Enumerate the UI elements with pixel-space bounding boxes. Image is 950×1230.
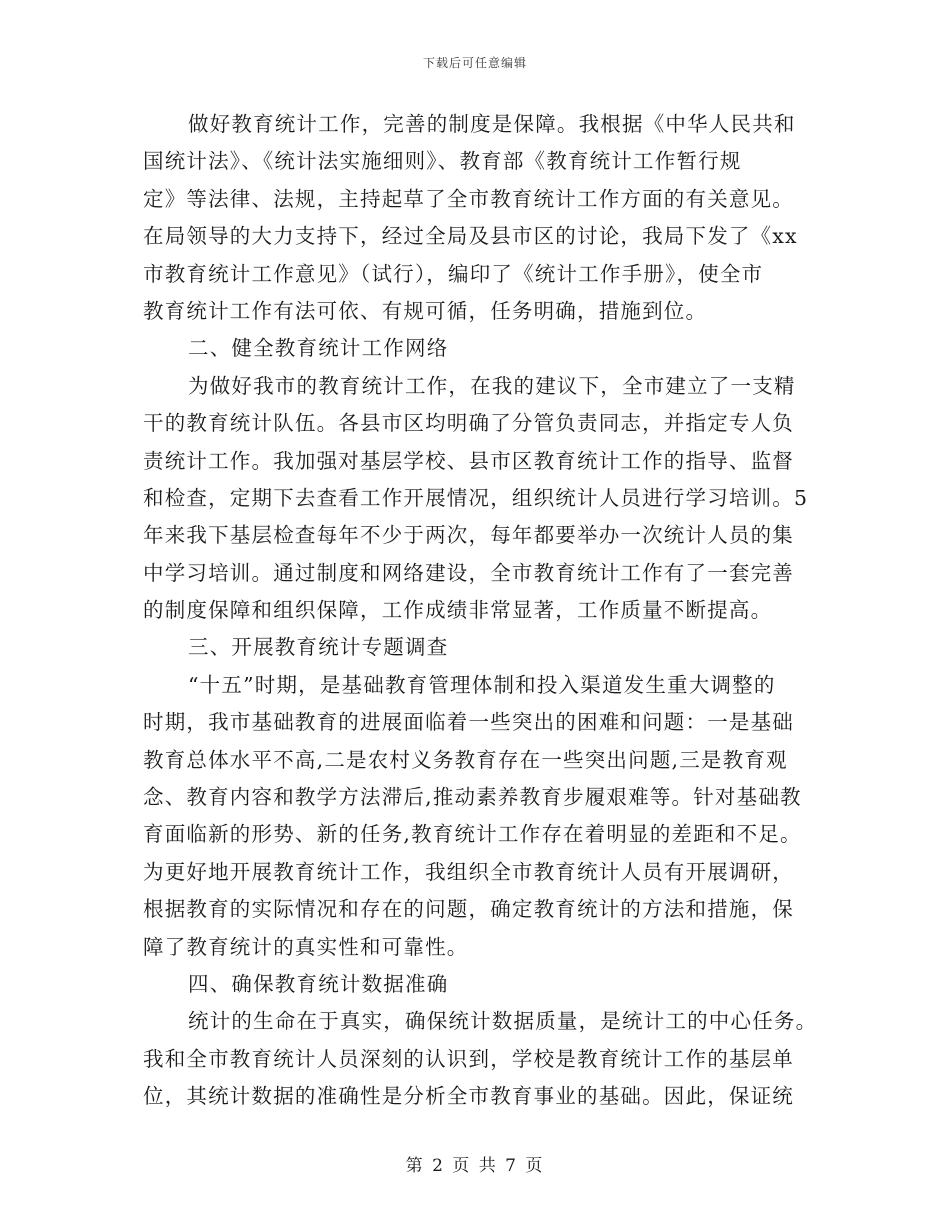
paragraph-line: 统计的生命在于真实，确保统计数据质量，是统计工的中心任务。 <box>188 1009 818 1034</box>
paragraph-line: 中学习培训。通过制度和网络建设，全市教育统计工作有了一套完善 <box>143 560 794 585</box>
paragraph-line: 教育统计工作有法可依、有规可循，任务明确，措施到位。 <box>143 298 708 323</box>
paragraph-line: 念、教育内容和教学方法滞后,推动素养教育步履艰难等。针对基础教 <box>143 785 802 810</box>
paragraph-line: 市教育统计工作意见》（试行），编印了《统计工作手册》，使全市 <box>143 261 764 286</box>
paragraph-line: 时期，我市基础教育的进展面临着一些突出的困难和问题：一是基础 <box>143 710 794 735</box>
paragraph-line: 在局领导的大力支持下，经过全局及县市区的讨论，我局下发了《xx <box>143 224 798 249</box>
header-note: 下载后可任意编辑 <box>422 56 527 70</box>
paragraph-line: 我和全市教育统计人员深刻的认识到，学校是教育统计工作的基层单 <box>143 1046 794 1071</box>
paragraph-line: 位，其统计数据的准确性是分析全市教育事业的基础。因此，保证统 <box>143 1084 794 1109</box>
paragraph-line: 的制度保障和组织保障，工作成绩非常显著，工作质量不断提高。 <box>143 598 773 623</box>
page-number: 第 2 页 共 7 页 <box>405 1156 545 1176</box>
section-heading: 四、确保教育统计数据准确 <box>188 971 449 996</box>
paragraph-line: 和检查，定期下去查看工作开展情况，组织统计人员进行学习培训。5 <box>143 485 809 510</box>
paragraph-line: 年来我下基层检查每年不少于两次，每年都要举办一次统计人员的集 <box>143 523 794 548</box>
paragraph-line: 定》等法律、法规，主持起草了全市教育统计工作方面的有关意见。 <box>143 186 794 211</box>
paragraph-line: 为更好地开展教育统计工作，我组织全市教育统计人员有开展调研， <box>143 859 794 884</box>
paragraph-line: 教育总体水平不高,二是农村义务教育存在一些突出问题,三是教育观 <box>143 747 788 772</box>
paragraph-line: 根据教育的实际情况和存在的问题，确定教育统计的方法和措施，保 <box>143 897 794 922</box>
body-text <box>143 106 819 1116</box>
paragraph-line: 干的教育统计队伍。各县市区均明确了分管负责同志，并指定专人负 <box>143 411 794 436</box>
paragraph-line: 育面临新的形势、新的任务,教育统计工作存在着明显的差距和不足。 <box>143 822 802 847</box>
paragraph-line: 障了教育统计的真实性和可靠性。 <box>143 934 469 959</box>
paragraph-line: 为做好我市的教育统计工作，在我的建议下，全市建立了一支精 <box>188 373 796 398</box>
paragraph-line: 责统计工作。我加强对基层学校、县市区教育统计工作的指导、监督 <box>143 448 794 473</box>
section-heading: 三、开展教育统计专题调查 <box>188 635 449 660</box>
paragraph-line: 做好教育统计工作，完善的制度是保障。我根据《中华人民共和 <box>188 112 796 136</box>
paragraph-line: 国统计法》、《统计法实施细则》、教育部《教育统计工作暂行规 <box>143 149 742 174</box>
section-heading: 二、健全教育统计工作网络 <box>188 336 449 361</box>
paragraph-line: “十五”时期，是基础教育管理体制和投入渠道发生重大调整的 <box>188 672 776 697</box>
